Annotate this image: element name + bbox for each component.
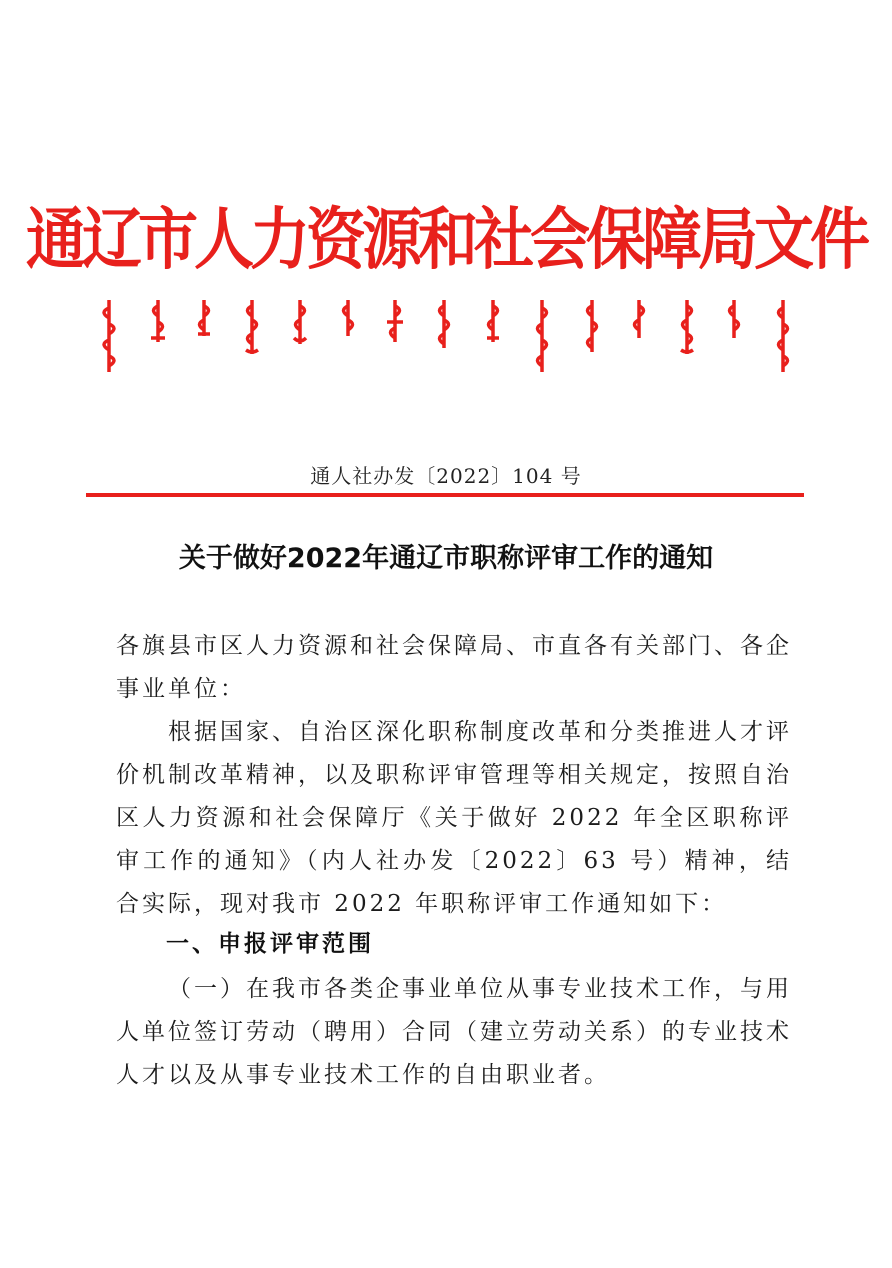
mongolian-word — [240, 298, 264, 356]
document-number: 通人社办发〔2022〕104 号 — [310, 464, 582, 488]
mongolian-word — [432, 298, 456, 350]
body-paragraph: （一）在我市各类企事业单位从事专业技术工作，与用人单位签订劳动（聘用）合同（建立劳动关系）的专业技术人才以及从事专业技术工作的自由职业者。 — [116, 976, 792, 1088]
document-title: 关于做好2022年通辽市职称评审工作的通知 — [178, 543, 714, 574]
mongolian-word — [770, 298, 796, 374]
mongolian-word — [675, 298, 699, 356]
mongolian-word — [337, 298, 359, 338]
red-divider-line — [86, 493, 804, 497]
mongolian-word — [383, 298, 407, 344]
mongolian-word — [147, 298, 169, 344]
mongolian-word — [481, 298, 505, 344]
mongolian-word — [580, 298, 604, 354]
mongolian-script-header — [96, 298, 796, 376]
mongolian-word — [96, 298, 122, 374]
issuer-header-title: 通辽市人力资源和社会保障局文件 — [26, 200, 866, 280]
mongolian-word — [288, 298, 312, 346]
mongolian-word — [723, 298, 745, 340]
section-heading: 一、申报评审范围 — [166, 931, 374, 957]
salutation: 各旗县市区人力资源和社会保障局、市直各有关部门、各企事业单位： — [116, 633, 792, 702]
mongolian-word — [529, 298, 555, 374]
mongolian-word — [193, 298, 215, 338]
mongolian-word — [628, 298, 650, 340]
body-paragraph: 根据国家、自治区深化职称制度改革和分类推进人才评价机制改革精神，以及职称评审管理等相关规定，按照自治区人力资源和社会保障厅《关于做好 2022 年全区职称评审工作的通知》（内人社办发〔2022〕63 号）精神，结合实际，现对我市 2022 年职称评审工作通知如下： — [116, 719, 792, 917]
